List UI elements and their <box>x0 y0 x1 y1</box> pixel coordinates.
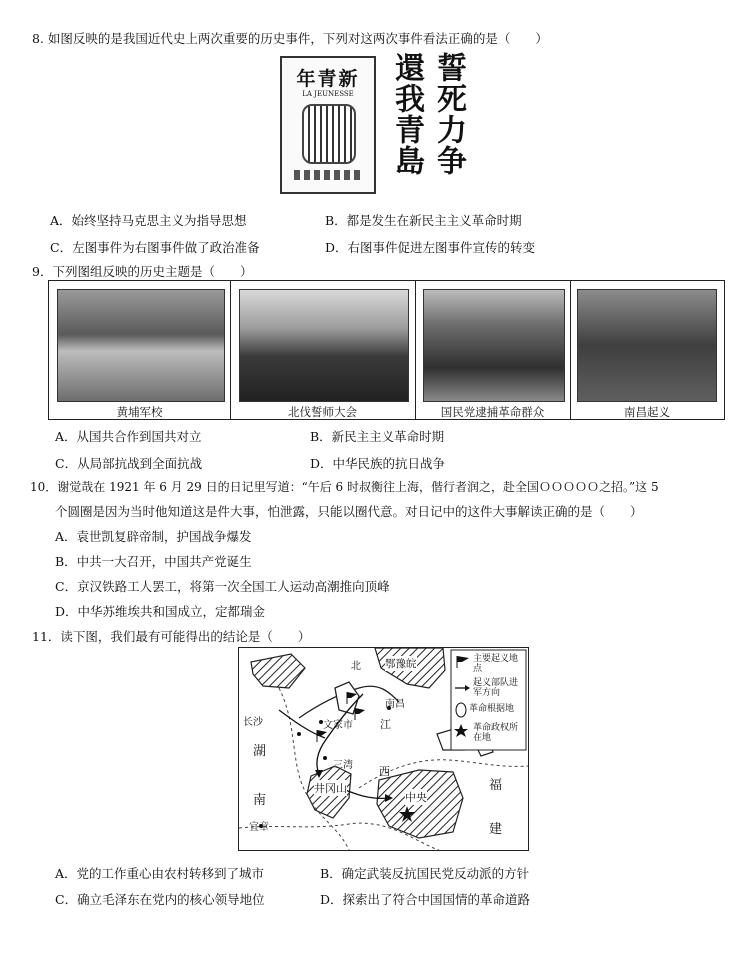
q8-option-d: D．右图事件促进左图事件宣传的转变 <box>325 240 536 255</box>
q11-option-c: C．确立毛泽东在党内的核心领导地位 <box>55 892 265 907</box>
q11-stem: 11．读下图，我们最有可能得出的结论是（ ） <box>32 629 311 644</box>
map-label-xi: 西 <box>379 765 390 778</box>
caption-arrest: 国民党逮捕革命群众 <box>440 405 545 419</box>
map-label-nanchang: 南昌 <box>385 699 405 710</box>
q11-map <box>238 647 529 851</box>
map-label-jinggangshan: 井冈山 <box>314 782 347 795</box>
map-label-north: 北 <box>351 661 361 672</box>
magazine-subtitle: LA JEUNESSE <box>302 90 354 98</box>
map-label-eyuwan: 鄂豫皖 <box>385 658 417 670</box>
q10-option-b: B．中共一大召开，中国共产党诞生 <box>55 554 252 569</box>
q9-photo-strip <box>48 280 725 420</box>
q10-option-a: A．袁世凯复辟帝制，护国战争爆发 <box>55 529 252 544</box>
q10-stem-line1: 10．谢觉哉在 1921 年 6 月 29 日的日记里写道：“午后 6 时叔衡往上海，偕行者润之，赴全国ＯＯＯＯＯ之招。”这 5 <box>30 480 659 494</box>
legend-base-icon <box>456 703 466 717</box>
map-label-jiang: 江 <box>380 718 391 731</box>
town-dot <box>323 756 327 760</box>
q8-option-c: C．左图事件为右图事件做了政治准备 <box>50 240 260 255</box>
q8-option-b: B．都是发生在新民主主义革命时期 <box>325 213 522 228</box>
legend-march: 起义部队进军方向 <box>473 678 519 698</box>
map-label-central: 中央 <box>405 791 427 804</box>
q11-option-b: B．确定武装反抗国民党反动派的方针 <box>320 866 530 881</box>
q8-stem: 8. 如图反映的是我国近代史上两次重要的历史事件，下列对这两次事件看法正确的是（ ） <box>32 31 548 46</box>
map-label-fu: 福 <box>489 778 503 793</box>
magazine-footer <box>294 170 362 180</box>
slogan-col-right: 誓死力争 <box>431 52 466 176</box>
map-label-yizhang: 宜章 <box>249 822 269 833</box>
legend-government: 革命政权所在地 <box>473 723 519 743</box>
map-label-sanwan: 三湾 <box>333 760 353 771</box>
photo-nanchang <box>577 289 717 402</box>
flag-icon <box>355 708 365 720</box>
legend-base: 革命根据地 <box>469 704 515 714</box>
photo-huangpu <box>57 289 225 402</box>
q9-stem: 9．下列图组反映的历史主题是（ ） <box>32 264 253 279</box>
q8-image <box>278 52 470 195</box>
map-label-hu: 湖 <box>253 744 267 759</box>
map-label-jian: 建 <box>489 822 503 837</box>
caption-huangpu: 黄埔军校 <box>116 405 163 419</box>
q9-option-d: D．中华民族的抗日战争 <box>310 456 446 471</box>
divider <box>570 281 571 419</box>
magazine-cover <box>280 56 376 194</box>
photo-arrest <box>423 289 565 402</box>
q10-option-d: D．中华苏维埃共和国成立，定都瑞金 <box>55 604 266 619</box>
slogan-col-left: 還我青島 <box>389 52 424 176</box>
magazine-title: 年青新 <box>296 68 360 90</box>
q11-option-a: A．党的工作重心由农村转移到了城市 <box>55 866 265 881</box>
q9-option-b: B．新民主主义革命时期 <box>310 429 445 444</box>
caption-northern-expedition: 北伐誓师大会 <box>288 405 357 419</box>
photo-northern-expedition <box>239 289 409 402</box>
map-label-wenjiashi: 文家市 <box>323 720 353 731</box>
map-label-changsha: 长沙 <box>243 717 263 728</box>
q11-option-d: D．探索出了符合中国国情的革命道路 <box>320 892 531 907</box>
divider <box>230 281 231 419</box>
base-xiang-e-xi <box>251 654 305 688</box>
caption-nanchang: 南昌起义 <box>624 405 670 419</box>
divider <box>415 281 416 419</box>
town-dot <box>297 732 301 736</box>
q10-stem-line2: 个圆圈是因为当时他知道这是件大事，怕泄露，只能以圈代意。对日记中的这件大事解读正确的是（ ） <box>55 504 643 519</box>
map-label-nan: 南 <box>253 793 267 808</box>
q9-option-c: C．从局部抗战到全面抗战 <box>55 456 203 471</box>
q10-option-c: C．京汉铁路工人罢工，将第一次全国工人运动高潮推向顶峰 <box>55 579 390 594</box>
legend-uprising: 主要起义地点 <box>473 654 519 674</box>
magazine-emblem <box>302 104 356 164</box>
q8-option-a: A．始终坚持马克思主义为指导思想 <box>50 213 247 228</box>
q9-option-a: A．从国共合作到国共对立 <box>55 429 202 444</box>
